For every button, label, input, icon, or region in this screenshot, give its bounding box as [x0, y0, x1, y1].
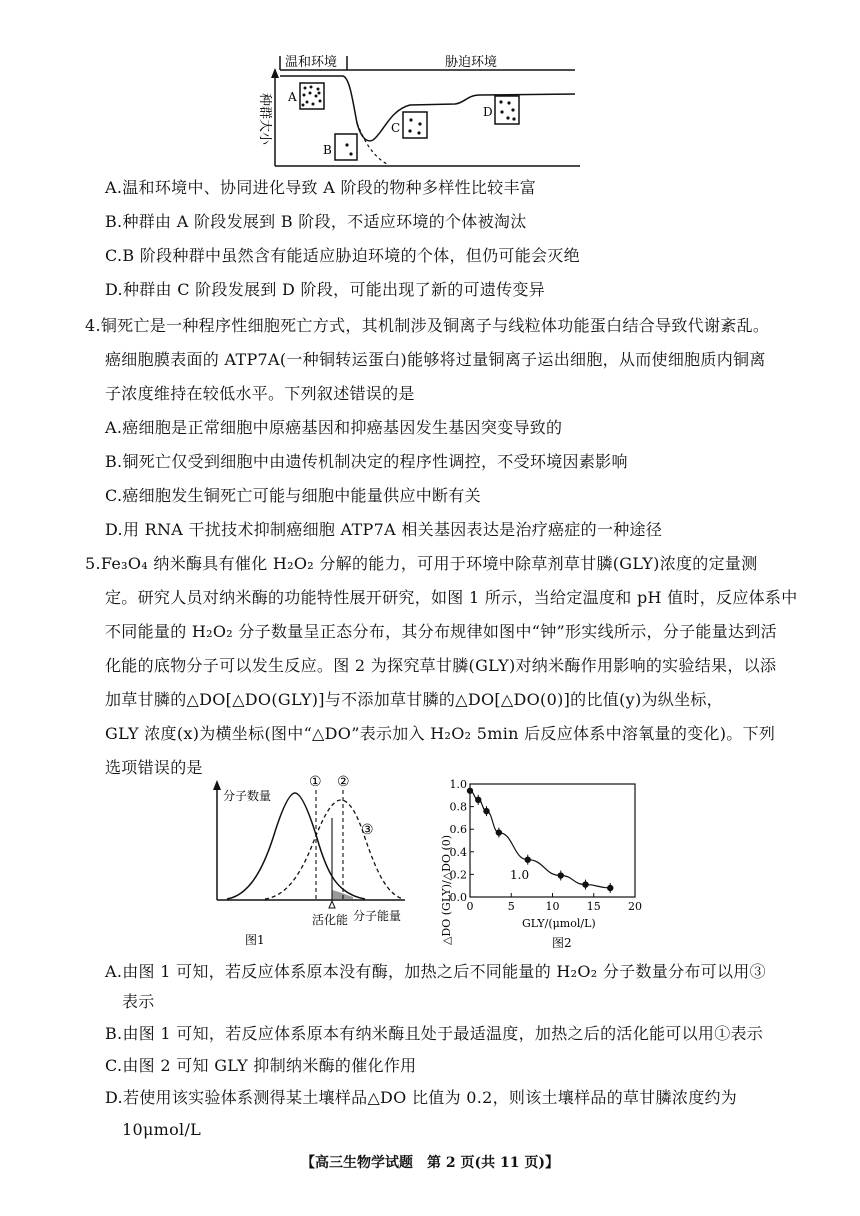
fig2-x-tick: 20 [628, 900, 642, 913]
q4-option-c: C.癌细胞发生铜死亡可能与细胞中能量供应中断有关 [105, 486, 481, 505]
fig2-annotation: 1.0 [510, 868, 530, 882]
fig1-x-label: 分子能量 [353, 909, 402, 923]
fig2-x-tick: 10 [545, 900, 560, 913]
fig2-plot-frame [470, 784, 635, 897]
q3-option-c: C.B 阶段种群中虽然含有能适应胁迫环境的个体，但仍可能会灭绝 [105, 246, 580, 265]
q5-stem-line-4: 化能的底物分子可以发生反应。图 2 为探究草甘膦(GLY)对纳米酶作用影响的实验结果，以添 [105, 656, 777, 675]
q5-stem-line-7: 选项错误的是 [105, 758, 203, 777]
stage-c-box [403, 112, 427, 138]
fig1-marker-3: ③ [361, 822, 374, 838]
fig2-y-tick: 0.6 [449, 823, 467, 837]
fig2-y-tick: 0.2 [449, 868, 467, 882]
fig2-y-label: △DO (GLY)/△DO (0) [440, 834, 453, 946]
q5-stem-line-5: 加草甘膦的△DO[△DO(GLY)]与不添加草甘膦的△DO[△DO(0)]的比值(y)为纵坐标， [105, 690, 723, 709]
q5-stem-line-6: GLY 浓度(x)为横坐标(图中“△DO”表示加入 H₂O₂ 5min 后反应体系中溶氧量的变化)。下列 [105, 724, 776, 743]
fig2-x-tick: 15 [586, 900, 601, 913]
q3-option-b: B.种群由 A 阶段发展到 B 阶段，不适应环境的个体被淘汰 [105, 212, 527, 231]
fig2-y-tick: 1.0 [449, 778, 467, 791]
fig2-x-tick: 5 [507, 900, 515, 913]
q5-option-b: B.由图 1 可知，若反应体系原本有纳米酶且处于最适温度，加热之后的活化能可以用①表示 [105, 1024, 764, 1043]
q4-option-d: D.用 RNA 干扰技术抑制癌细胞 ATP7A 相关基因表达是治疗癌症的一种途径 [105, 520, 663, 539]
fig2-x-label: GLY/(μmol/L) [522, 917, 596, 930]
q5-option-d: D.若使用该实验体系测得某土壤样品△DO 比值为 0.2，则该土壤样品的草甘膦浓度约为 [105, 1088, 738, 1107]
q5-option-a: A.由图 1 可知，若反应体系原本没有酶，加热之后不同能量的 H₂O₂ 分子数量分布可以用③ [105, 962, 766, 981]
figure-1 [205, 768, 440, 953]
y-axis-population-size: 种群大小 [257, 93, 272, 146]
q5-option-c: C.由图 2 可知 GLY 抑制纳米酶的催化作用 [105, 1056, 417, 1075]
fig2-x-tick: 0 [466, 900, 474, 913]
stage-b-box [335, 134, 357, 160]
fig1-marker-2: ② [337, 774, 350, 790]
page-footer: 【高三生物学试题 第 2 页(共 11 页)】 [301, 1155, 559, 1171]
fig2-y-tick: 0.0 [449, 891, 467, 904]
q4-stem-line-1: 4.铜死亡是一种程序性细胞死亡方式，其机制涉及铜离子与线粒体功能蛋白结合导致代谢紊乱。 [85, 316, 770, 335]
q3-option-d: D.种群由 C 阶段发展到 D 阶段，可能出现了新的可遗传变异 [105, 280, 546, 299]
fig1-marker-1: ① [309, 774, 322, 790]
stage-d-box [495, 96, 519, 124]
q4-option-b: B.铜死亡仅受到细胞中由遗传机制决定的程序性调控，不受环境因素影响 [105, 452, 628, 471]
fig2-y-tick: 0.4 [449, 845, 467, 859]
header-stress-environment: 胁迫环境 [445, 55, 498, 70]
q3-option-a: A.温和环境中、协同进化导致 A 阶段的物种多样性比较丰富 [105, 178, 537, 197]
q5-option-a-cont: 表示 [122, 992, 155, 1011]
stage-c-label: C [391, 121, 401, 135]
stage-d-label: D [483, 105, 493, 119]
q4-stem-line-3: 子浓度维持在较低水平。下列叙述错误的是 [105, 384, 415, 403]
fig2-fit-curve [470, 791, 610, 888]
q4-option-a: A.癌细胞是正常细胞中原癌基因和抑癌基因发生基因突变导致的 [105, 418, 563, 437]
q5-stem-line-3: 不同能量的 H₂O₂ 分子数量呈正态分布，其分布规律如图中“钟”形实线所示，分子能量达到活 [105, 622, 777, 641]
stage-a-label: A [288, 90, 297, 104]
header-mild-environment: 温和环境 [285, 55, 338, 70]
fig1-activation-label: 活化能 [312, 913, 349, 927]
q4-stem-line-2: 癌细胞膜表面的 ATP7A(一种铜转运蛋白)能够将过量铜离子运出细胞，从而使细胞质内铜离 [105, 350, 766, 369]
fig1-y-label: 分子数量 [223, 789, 272, 803]
q5-stem-line-1: 5.Fe₃O₄ 纳米酶具有催化 H₂O₂ 分解的能力，可用于环境中除草剂草甘膦(GLY)浓度的定量测 [85, 554, 758, 573]
q5-stem-line-2: 定。研究人员对纳米酶的功能特性展开研究，如图 1 所示，当给定温度和 pH 值时，反应体系中 [105, 588, 798, 607]
q5-option-d-cont: 10μmol/L [122, 1120, 202, 1139]
figure-2 [432, 772, 662, 952]
stage-b-label: B [323, 143, 332, 157]
population-figure [255, 48, 585, 173]
fig2-caption: 图2 [552, 936, 572, 950]
fig1-caption: 图1 [245, 933, 265, 947]
fig2-y-tick: 0.8 [449, 800, 467, 814]
